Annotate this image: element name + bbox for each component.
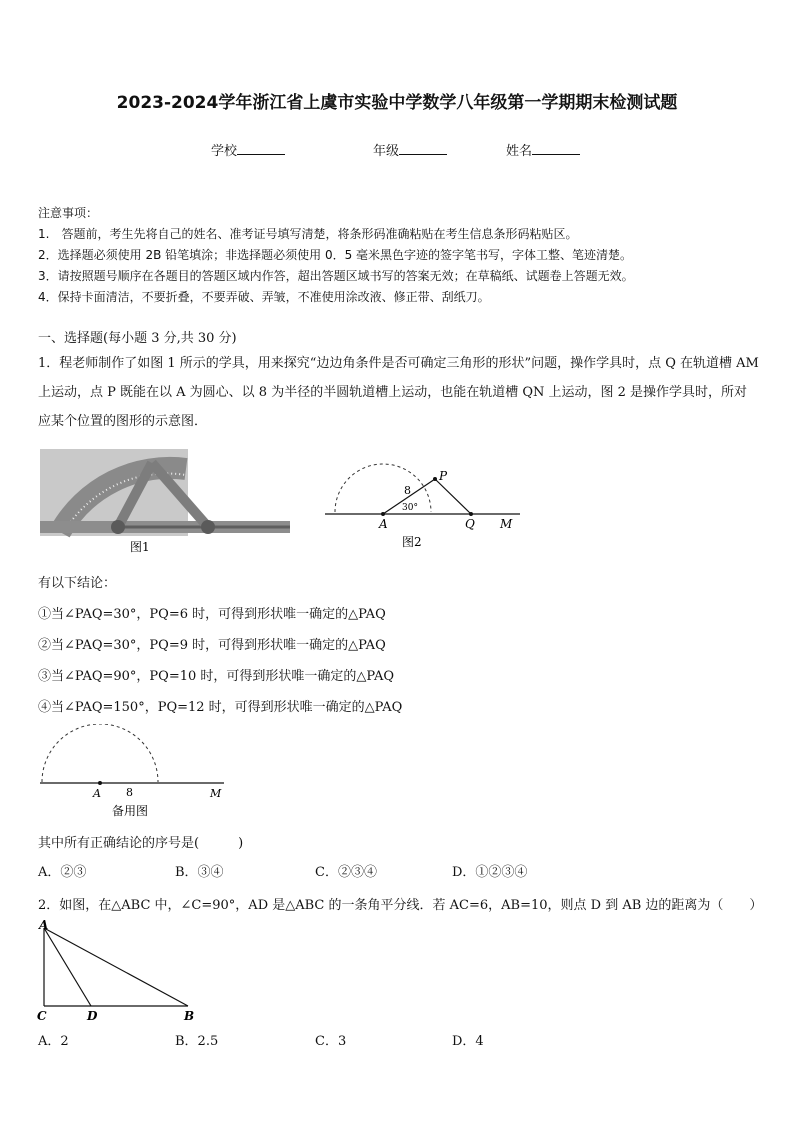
fig2-point-q (469, 512, 473, 516)
conclusion-4: ④当∠PAQ=150°，PQ=12 时，可得到形状唯一确定的△PAQ (38, 700, 403, 715)
spare-semicircle (42, 724, 158, 782)
spare-figure (36, 724, 228, 820)
notes-heading: 注意事项： (38, 206, 99, 220)
page-title: 2023-2024学年浙江省上虞市实验中学数学八年级第一学期期末检测试题 (116, 93, 678, 113)
spare-label-a: A (93, 787, 101, 800)
conclusion-intro: 有以下结论： (38, 576, 117, 591)
fig2-label-q: Q (465, 517, 475, 531)
q1-option-d[interactable]: D．①②③④ (452, 865, 528, 880)
conclusion-1: ①当∠PAQ=30°，PQ=6 时，可得到形状唯一确定的△PAQ (38, 607, 386, 622)
q1-option-a[interactable]: A．②③ (38, 865, 87, 880)
section-heading: 一、选择题(每小题 3 分,共 30 分) (38, 331, 237, 346)
grade-label: 年级 (373, 144, 400, 159)
q2-option-d[interactable]: D．4 (452, 1034, 484, 1049)
fig2-label-side: 8 (404, 484, 411, 497)
grade-field[interactable] (373, 140, 447, 159)
figure-1-caption: 图1 (130, 540, 150, 554)
notes-item-2: 2．选择题必须使用 2B 铅笔填涂；非选择题必须使用 0．5 毫米黑色字迹的签字笔书写，字体工整、笔迹清楚。 (38, 248, 633, 262)
q2-label-c: C (37, 1009, 47, 1023)
figure-q2-triangle (34, 916, 204, 1024)
notes-item-3: 3．请按照题号顺序在各题目的答题区域内作答，超出答题区域书写的答案无效；在草稿纸、试题卷上答题无效。 (38, 269, 634, 283)
notes-item-1: 1. 答题前，考生先将自己的姓名、准考证号填写清楚，将条形码准确粘贴在考生信息条形码粘贴区。 (38, 227, 578, 241)
figure-1 (40, 449, 290, 555)
spare-figure-caption: 备用图 (112, 804, 149, 818)
spare-point-a (98, 781, 102, 785)
q2-label-a: A (39, 918, 49, 932)
fig2-label-a: A (379, 517, 388, 531)
q1-option-c[interactable]: C．②③④ (315, 865, 377, 880)
name-label: 姓名 (506, 144, 533, 159)
q2-option-c[interactable]: C．3 (315, 1034, 347, 1049)
conclusion-2: ②当∠PAQ=30°，PQ=9 时，可得到形状唯一确定的△PAQ (38, 638, 386, 653)
notes-item-4: 4．保持卡面清洁，不要折叠，不要弄破、弄皱，不准使用涂改液、修正带、刮纸刀。 (38, 290, 490, 304)
fig2-point-p (433, 477, 437, 481)
figure-2 (320, 446, 530, 554)
question-1-ask: 其中所有正确结论的序号是( ) (38, 836, 244, 851)
fig2-segment-pq (435, 479, 471, 514)
q2-label-b: B (184, 1009, 195, 1023)
figure-2-caption: 图2 (402, 535, 422, 549)
conclusion-3: ③当∠PAQ=90°，PQ=10 时，可得到形状唯一确定的△PAQ (38, 669, 394, 684)
question-1-text: 1．程老师制作了如图 1 所示的学具，用来探究“边边角条件是否可确定三角形的形状”问题，操作学具时，点 Q 在轨道槽 AM 上运动，点 P 既能在以 A 为圆心、以 8 为半径的半圆轨道槽上运动，也能在轨道槽 QN 上运动，图 2 是操作学具时，所对应某个位置的图形的示意图． (38, 356, 759, 429)
q1-option-b[interactable]: B．③④ (175, 865, 224, 880)
fig2-point-a (381, 512, 385, 516)
school-label: 学校 (211, 144, 238, 159)
spare-label-m: M (210, 787, 222, 800)
q2-side-ab (44, 928, 188, 1006)
q2-option-b[interactable]: B．2.5 (175, 1034, 219, 1049)
fig1-point-a (111, 520, 125, 534)
fig2-label-m: M (500, 517, 513, 531)
q2-label-d: D (87, 1009, 98, 1023)
name-field[interactable] (506, 140, 580, 159)
question-2-text: 2．如图，在△ABC 中，∠C=90°，AD 是△ABC 的一条角平分线．若 AC=6，AB=10，则点 D 到 AB 边的距离为（ ） (38, 898, 763, 913)
q2-bisector-ad (44, 928, 91, 1006)
fig2-label-angle: 30° (402, 503, 418, 513)
school-field[interactable] (211, 140, 285, 159)
q2-option-a[interactable]: A．2 (38, 1034, 69, 1049)
fig2-label-p: P (439, 469, 448, 483)
fig1-point-q (201, 520, 215, 534)
spare-label-8: 8 (126, 786, 133, 799)
